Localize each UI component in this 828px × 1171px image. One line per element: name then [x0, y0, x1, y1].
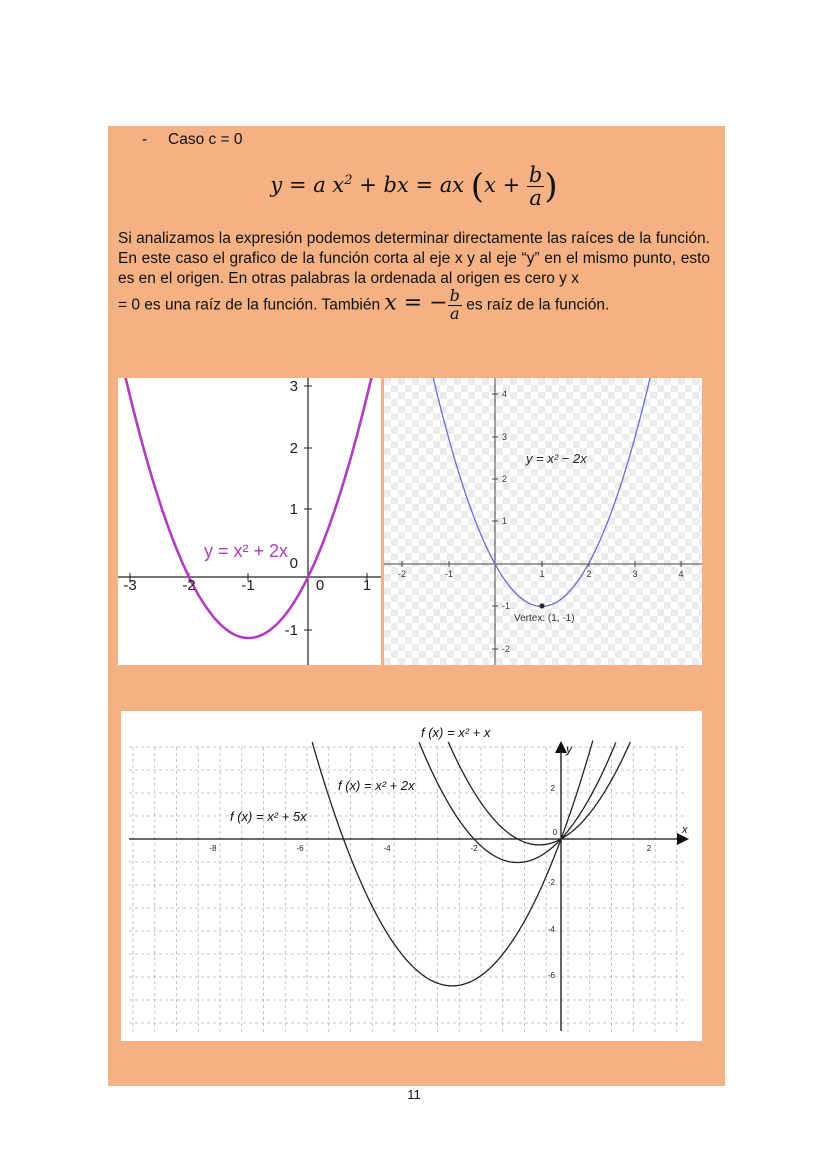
graph1-parabola — [124, 378, 372, 638]
graph2-tick-x: 4 — [678, 569, 684, 579]
graph3-tick-x: -8 — [209, 844, 217, 853]
formula-square: 2 — [344, 173, 353, 189]
fraction-numerator: b — [528, 163, 543, 187]
graph3-label-x2-plus-5x: f (x) = x² + 5x — [230, 809, 307, 824]
frac2-denominator: a — [450, 303, 460, 323]
formula-paren-close: ) — [544, 166, 558, 207]
graph3-tick-y: -6 — [547, 971, 555, 980]
graph-family-parabolas — [121, 711, 702, 1041]
graph2-tick-x: 2 — [586, 569, 592, 579]
last-line-after: es raíz de la función. — [461, 296, 610, 314]
graph1-tick-x: 0 — [315, 577, 325, 594]
fraction-denominator: a — [529, 186, 542, 211]
graph2-vertex-point — [540, 604, 545, 609]
graph3-tick-x: 2 — [646, 844, 652, 853]
graph1-tick-x: -3 — [123, 577, 137, 594]
graph1-tick-y: 3 — [289, 378, 298, 395]
graph1-equation-label: y = x² + 2x — [204, 541, 289, 561]
formula-x-plus: x + — [484, 173, 527, 198]
frac2-numerator: b — [449, 286, 460, 305]
graph1-origin-label: 0 — [289, 555, 298, 572]
graph2-tick-y: 4 — [502, 389, 508, 399]
graph3-axis-x-label: x — [682, 824, 688, 836]
graph2-tick-y: 3 — [502, 432, 508, 442]
graph1-tick-y: 1 — [289, 501, 298, 518]
last-line-before: = 0 es una raíz de la función. También — [118, 296, 385, 314]
graph3-tick-x: -6 — [296, 844, 304, 853]
graph-x2-plus-2x — [118, 378, 381, 665]
b-over-a-fraction — [448, 288, 462, 323]
graph2-tick-y: -2 — [502, 644, 511, 654]
bullet-case — [142, 131, 243, 149]
graph1-tick-x: -1 — [241, 577, 255, 594]
bullet-dash: - — [142, 131, 148, 148]
graph3-tick-y: -2 — [547, 878, 555, 887]
graph2-vertex-label: Vertex: (1, -1) — [514, 613, 575, 624]
graph1-tick-x: -2 — [182, 577, 196, 594]
graph2-tick-x: 1 — [539, 569, 545, 579]
explanation-paragraph: Si analizamos la expresión podemos determinar directamente las raíces de la función. En este caso el grafico de la función corta al eje x y al eje “y” en el mismo punto, esto es en el origen. En otras palabras la ordenada al origen es cero y x — [118, 230, 710, 287]
graph3-tick-x: 0 — [552, 828, 558, 837]
graph2-svg — [384, 378, 702, 665]
graph-x2-minus-2x — [384, 378, 702, 665]
formula-fraction — [527, 164, 544, 209]
graph1-tick-x: 1 — [362, 577, 372, 594]
graph2-tick-x: -1 — [444, 569, 454, 579]
graph3-tick-x: -4 — [383, 844, 391, 853]
graph1-tick-y: -1 — [284, 622, 298, 639]
graph2-tick-x: -2 — [397, 569, 407, 579]
graph3-curve-x2-plus-2x — [419, 742, 616, 862]
bullet-text: Caso c = 0 — [168, 131, 243, 148]
graph1-tick-y: 2 — [289, 440, 298, 457]
formula-mid: + bx = ax — [352, 173, 465, 198]
graph2-tick-y: -1 — [502, 601, 511, 611]
graph3-curve-x2-plus-x — [448, 742, 630, 845]
graph3-axis-y-label: y — [566, 742, 572, 756]
graph3-tick-x: -2 — [470, 844, 478, 853]
x-equals-minus: x = − — [384, 290, 448, 316]
graph3-label-x2-plus-x: f (x) = x² + x — [421, 725, 491, 740]
graph1-svg — [118, 378, 381, 665]
graph2-tick-y: 1 — [502, 516, 508, 526]
page-number: 11 — [407, 1087, 421, 1102]
explanation-last-line — [118, 288, 609, 323]
graph2-equation-label: y = x² − 2x — [526, 451, 587, 466]
graph3-tick-y: 2 — [550, 784, 555, 793]
graph2-tick-x: 3 — [632, 569, 638, 579]
formula-paren-open: ( — [470, 166, 485, 207]
graph3-svg — [121, 711, 702, 1041]
graph3-tick-y: -4 — [547, 925, 555, 934]
formula-lhs: y = a x — [270, 173, 345, 198]
graph3-label-x2-plus-2x: f (x) = x² + 2x — [338, 778, 415, 793]
graph2-tick-y: 2 — [502, 474, 508, 484]
main-formula — [0, 164, 828, 209]
